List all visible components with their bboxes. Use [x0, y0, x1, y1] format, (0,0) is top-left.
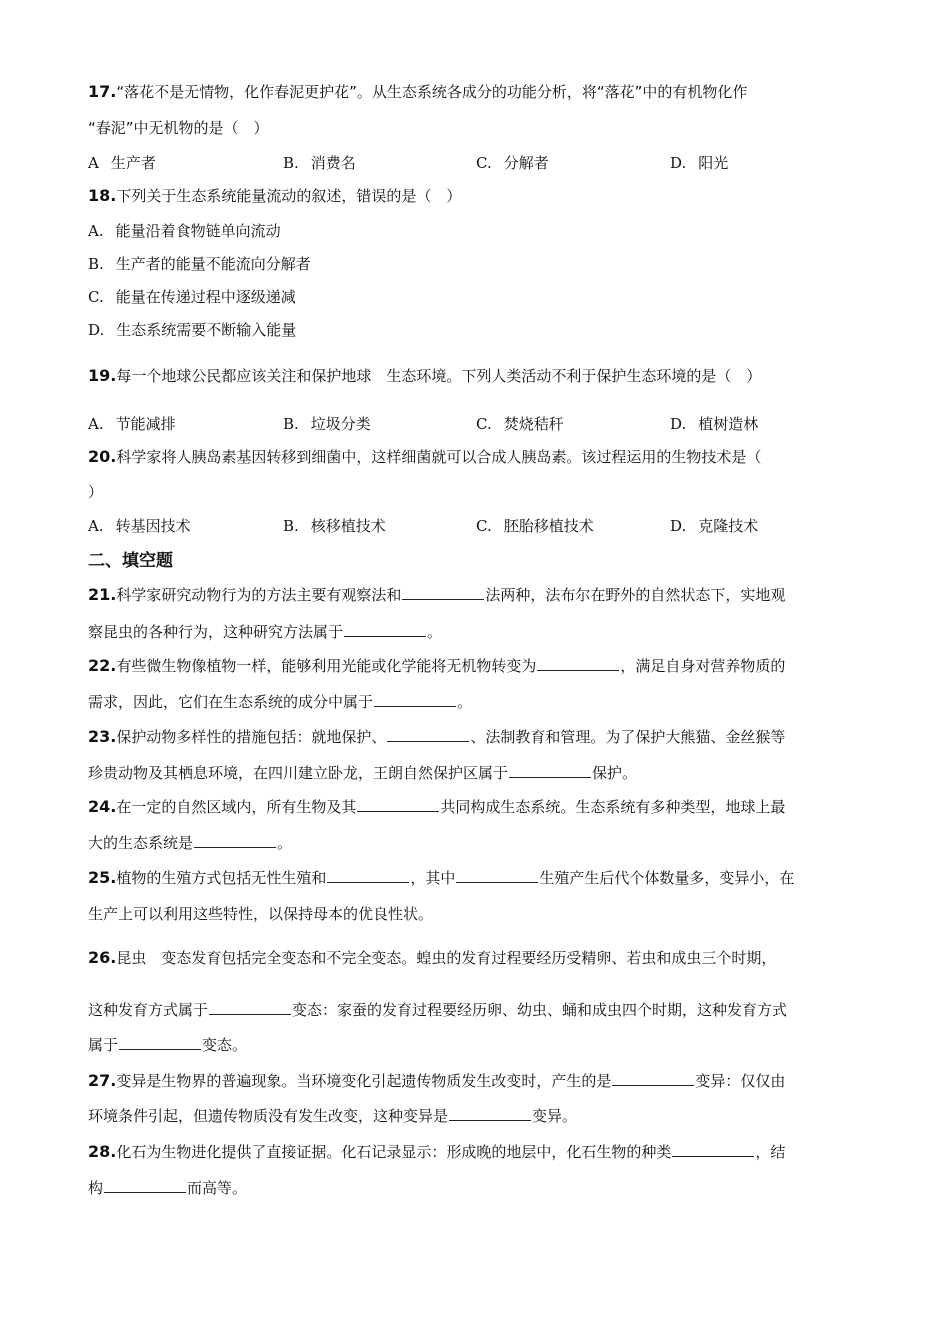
text-segment: 环境条件引起，但遗传物质没有发生改变，这种变异是: [88, 1107, 449, 1125]
text-segment: 植物的生殖方式包括无性生殖和: [116, 869, 327, 887]
option-letter: C.: [476, 154, 492, 172]
q26-line2: [88, 1000, 787, 1020]
q21-line1: [88, 585, 785, 605]
text-segment: 生产者的能量不能流向分解者: [115, 255, 311, 273]
text-segment: 察昆虫的各种行为，这种研究方法属于: [88, 623, 344, 641]
q19-option-d: [670, 414, 758, 434]
q19-line1: [88, 366, 761, 386]
text-segment: 珍贵动物及其栖息环境，在四川建立卧龙，王朗自然保护区属于: [88, 764, 509, 782]
answer-blank: [327, 868, 409, 883]
option-letter: D.: [670, 415, 687, 433]
option-letter: B.: [283, 154, 299, 172]
answer-blank: [344, 622, 426, 637]
text-segment: 大的生态系统是: [88, 834, 194, 852]
text-segment: 克隆技术: [698, 517, 759, 535]
q18-option-b: [88, 254, 311, 274]
answer-blank: [119, 1035, 201, 1050]
text-segment: 。: [427, 623, 443, 641]
text-segment: 这种发育方式属于: [88, 1001, 209, 1019]
text-segment: 科学家将人胰岛素基因转移到细菌中，这样细菌就可以合成人胰岛素。该过程运用的生物技术是（: [116, 448, 762, 466]
answer-blank: [509, 763, 591, 778]
q20-line2: ）: [88, 483, 104, 501]
question-number: 21.: [88, 585, 117, 604]
text-segment: 阳光: [698, 154, 729, 172]
answer-blank: [672, 1142, 754, 1157]
q18-line1: [88, 186, 461, 206]
text-segment: 垃圾分类: [310, 415, 371, 433]
q24-line1: [88, 797, 785, 817]
text-segment: 每一个地球公民都应该关注和保护地球 生态环境。下列人类活动不利于保护生态环境的是（ ）: [116, 367, 762, 385]
question-number: 20.: [88, 447, 117, 466]
text-segment: 保护。: [592, 764, 638, 782]
q20-option-b: [283, 516, 386, 536]
text-segment: 胚胎移植技术: [503, 517, 594, 535]
text-segment: 变态。: [202, 1036, 248, 1054]
text-segment: 核移植技术: [310, 517, 386, 535]
q22-line2: [88, 692, 472, 712]
q18-option-a: [88, 221, 281, 241]
text-segment: 构: [88, 1179, 104, 1197]
text-segment: 变态：家蚕的发育过程要经历卵、幼虫、蛹和成虫四个时期，这种发育方式: [292, 1001, 788, 1019]
answer-blank: [209, 1000, 291, 1015]
question-number: 18.: [88, 186, 117, 205]
text-segment: 、法制教育和管理。为了保护大熊猫、金丝猴等: [470, 728, 786, 746]
q25-line2: [88, 904, 433, 924]
text-segment: 变异：仅仅由: [695, 1072, 786, 1090]
q25-line1: [88, 868, 794, 888]
text-segment: 昆虫 变态发育包括完全变态和不完全变态。蝗虫的发育过程要经历受精卵、若虫和成虫三个时期，: [116, 949, 777, 967]
answer-blank: [449, 1106, 531, 1121]
q26-line1: [88, 948, 776, 968]
section-heading: 二、填空题: [88, 551, 173, 571]
q27-line1: [88, 1071, 785, 1091]
text-segment: 生产上可以利用这些特性，以保持母本的优良性状。: [88, 905, 434, 923]
option-letter: D.: [88, 321, 105, 339]
q18-option-d: [88, 320, 296, 340]
answer-blank: [387, 727, 469, 742]
text-segment: ，满足自身对营养物质的: [620, 657, 786, 675]
text-segment: 节能减排: [115, 415, 176, 433]
q28-line2: [88, 1178, 247, 1198]
option-letter: A.: [88, 415, 104, 433]
q19-option-b: [283, 414, 371, 434]
q23-line1: [88, 727, 785, 747]
text-segment: 在一定的自然区域内，所有生物及其: [116, 798, 357, 816]
q19-option-a: [88, 414, 176, 434]
answer-blank: [402, 585, 484, 600]
text-segment: 需求，因此，它们在生态系统的成分中属于: [88, 693, 374, 711]
option-letter: D.: [670, 517, 687, 535]
q17-option-c: [476, 153, 549, 173]
text-segment: 分解者: [503, 154, 549, 172]
option-letter: B.: [283, 415, 299, 433]
answer-blank: [612, 1071, 694, 1086]
q17-option-a: [88, 153, 156, 173]
q27-line2: [88, 1106, 577, 1126]
text-segment: 焚烧秸秆: [503, 415, 564, 433]
question-number: 27.: [88, 1071, 117, 1090]
q20-option-d: [670, 516, 758, 536]
q17-line2: “春泥”中无机物的是（ ）: [88, 119, 269, 137]
q23-line2: [88, 763, 637, 783]
text-segment: 生态系统需要不断输入能量: [116, 321, 297, 339]
text-segment: 保护动物多样性的措施包括：就地保护、: [116, 728, 387, 746]
question-number: 25.: [88, 868, 117, 887]
q19-option-c: [476, 414, 564, 434]
question-number: 26.: [88, 948, 117, 967]
q24-line2: [88, 833, 292, 853]
text-segment: 变异是生物界的普遍现象。当环境变化引起遗传物质发生改变时，产生的是: [116, 1072, 612, 1090]
q20-line1: [88, 447, 761, 467]
q21-line2: [88, 622, 442, 642]
option-letter: B.: [283, 517, 299, 535]
text-segment: 。: [457, 693, 473, 711]
text-segment: 植树造林: [698, 415, 759, 433]
question-number: 23.: [88, 727, 117, 746]
text-segment: 有些微生物像植物一样，能够利用光能或化学能将无机物转变为: [116, 657, 537, 675]
answer-blank: [357, 797, 439, 812]
text-segment: 能量沿着食物链单向流动: [115, 222, 281, 240]
text-segment: 科学家研究动物行为的方法主要有观察法和: [116, 586, 402, 604]
text-segment: 属于: [88, 1036, 119, 1054]
q17-line1: [88, 82, 747, 102]
question-number: 22.: [88, 656, 117, 675]
text-segment: 。: [277, 834, 293, 852]
text-segment: 共同构成生态系统。生态系统有多种类型，地球上最: [440, 798, 786, 816]
answer-blank: [104, 1178, 186, 1193]
text-segment: 生产者: [110, 154, 156, 172]
text-segment: 能量在传递过程中逐级递减: [115, 288, 296, 306]
q22-line1: [88, 656, 785, 676]
option-letter: A.: [88, 517, 104, 535]
option-letter: C.: [476, 415, 492, 433]
text-segment: 转基因技术: [115, 517, 191, 535]
q17-option-d: [670, 153, 728, 173]
text-segment: 而高等。: [187, 1179, 248, 1197]
question-number: 28.: [88, 1142, 117, 1161]
text-segment: 消费名: [310, 154, 356, 172]
text-segment: 法两种，法布尔在野外的自然状态下，实地观: [485, 586, 786, 604]
q17-option-b: [283, 153, 356, 173]
text-segment: 下列关于生态系统能量流动的叙述，错误的是（ ）: [116, 187, 462, 205]
question-number: 17.: [88, 82, 117, 101]
q28-line1: [88, 1142, 785, 1162]
question-number: 19.: [88, 366, 117, 385]
option-letter: A: [88, 154, 99, 172]
text-segment: 生殖产生后代个体数量多，变异小，在: [539, 869, 795, 887]
answer-blank: [194, 833, 276, 848]
answer-blank: [374, 692, 456, 707]
text-segment: 化石为生物进化提供了直接证据。化石记录显示：形成晚的地层中，化石生物的种类: [116, 1143, 672, 1161]
option-letter: A.: [88, 222, 104, 240]
text-segment: ，结: [755, 1143, 786, 1161]
option-letter: D.: [670, 154, 687, 172]
q18-option-c: [88, 287, 296, 307]
option-letter: C.: [88, 288, 104, 306]
answer-blank: [537, 656, 619, 671]
answer-blank: [456, 868, 538, 883]
question-number: 24.: [88, 797, 117, 816]
q20-option-c: [476, 516, 594, 536]
option-letter: B.: [88, 255, 104, 273]
text-segment: “落花不是无情物，化作春泥更护花”。从生态系统各成分的功能分析，将“落花”中的有机物化作: [116, 83, 748, 101]
q20-option-a: [88, 516, 191, 536]
q26-line3: [88, 1035, 247, 1055]
option-letter: C.: [476, 517, 492, 535]
text-segment: 变异。: [532, 1107, 578, 1125]
text-segment: ，其中: [410, 869, 456, 887]
